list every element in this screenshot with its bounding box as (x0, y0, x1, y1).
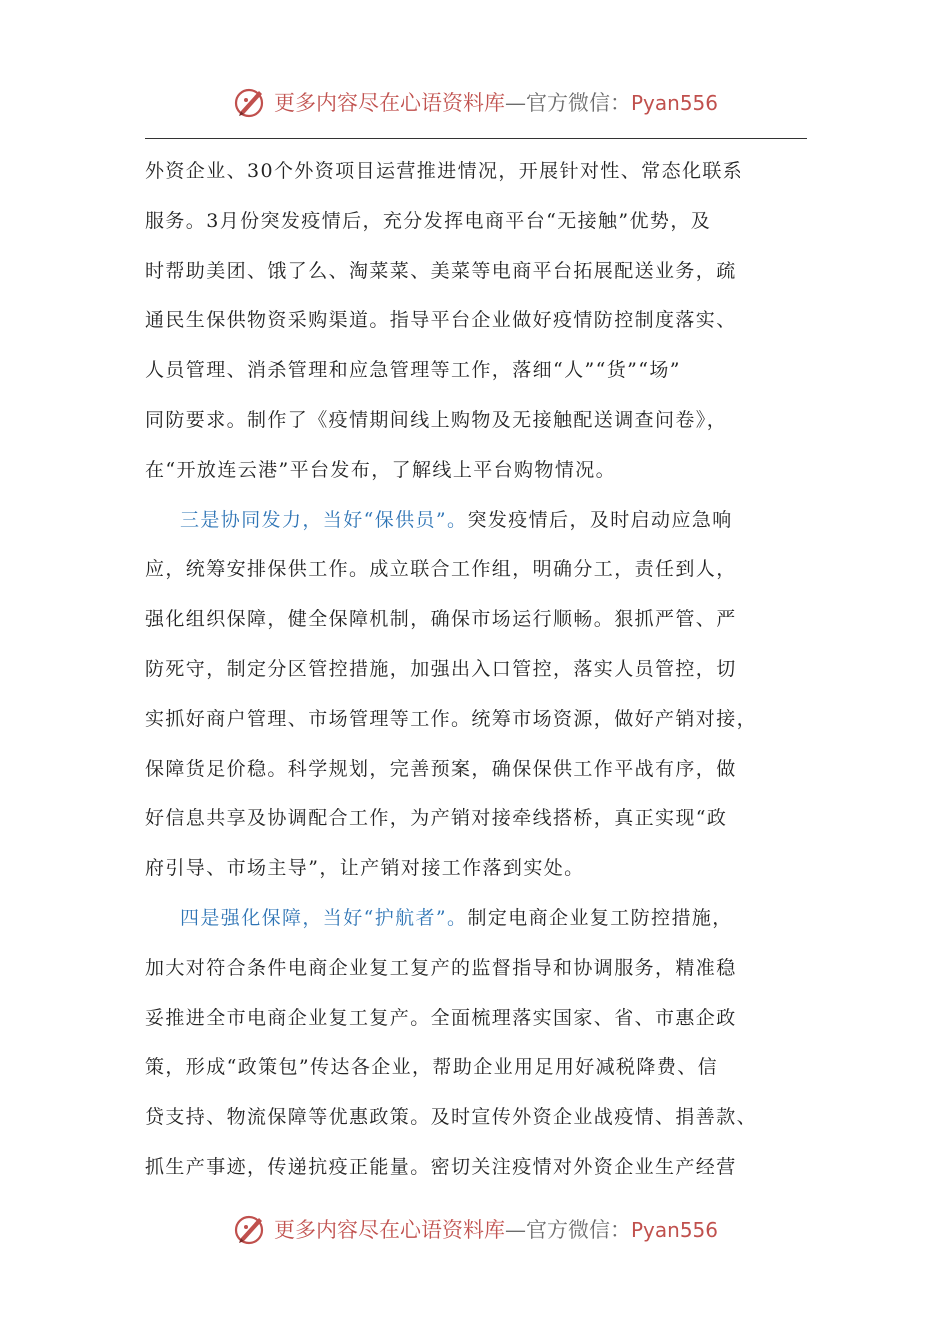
header-divider (145, 138, 807, 139)
text-line: 防死守，制定分区管控措施，加强出入口管控，落实人员管控，切 (145, 657, 737, 680)
header-dash: — (504, 91, 526, 115)
text-line: 实抓好商户管理、市场管理等工作。统筹市场资源，做好产销对接， (145, 707, 758, 730)
header-wechat-label: 官方微信： (525, 91, 631, 115)
section-heading: 三是协同发力，当好“保供员”。 (180, 508, 468, 531)
section-heading: 四是强化保障，当好“护航者”。 (180, 906, 468, 929)
footer-wechat-handle: Pyan556 (630, 1218, 718, 1242)
text-line: 妥推进全市电商企业复工复产。全面梳理落实国家、省、市惠企政 (145, 1006, 737, 1029)
paragraph-first-line (145, 894, 810, 944)
text-line: 外资企业、30个外资项目运营推进情况，开展针对性、常态化联系 (145, 160, 744, 182)
text-line: 在“开放连云港”平台发布，了解线上平台购物情况。 (145, 458, 617, 481)
text-line: 保障货足价稳。科学规划，完善预案，确保保供工作平战有序，做 (145, 757, 737, 780)
header-site-name: 更多内容尽在心语资料库 (273, 91, 505, 115)
text-line: 突发疫情后，及时启动应急响 (467, 508, 733, 531)
text-line: 服务。3月份突发疫情后，充分发挥电商平台“无接触”优势，及 (145, 209, 712, 232)
text-line: 强化组织保障，健全保障机制，确保市场运行顺畅。狠抓严管、严 (145, 608, 737, 631)
paragraph-first-line (145, 496, 810, 546)
text-line: 时帮助美团、饿了么、淘菜菜、美菜等电商平台拓展配送业务，疏 (145, 259, 737, 282)
text-line: 府引导、市场主导”，让产销对接工作落到实处。 (145, 857, 585, 880)
header-wechat-handle: Pyan556 (630, 91, 718, 115)
text-line: 应，统筹安排保供工作。成立联合工作组，明确分工，责任到人， (145, 558, 737, 581)
pen-logo-icon (232, 84, 268, 120)
text-line: 人员管理、消杀管理和应急管理等工作，落细“人”“货”“场” (145, 359, 681, 382)
footer-site-name: 更多内容尽在心语资料库 (273, 1218, 505, 1242)
text-line: 抓生产事迹，传递抗疫正能量。密切关注疫情对外资企业生产经营 (145, 1155, 737, 1178)
text-line: 好信息共享及协调配合工作，为产销对接牵线搭桥，真正实现“政 (145, 807, 728, 830)
footer-banner (0, 1209, 950, 1249)
text-line: 同防要求。制作了《疫情期间线上购物及无接触配送调查问卷》， (145, 408, 728, 431)
text-line: 加大对符合条件电商企业复工复产的监督指导和协调服务，精准稳 (145, 956, 737, 979)
text-line: 制定电商企业复工防控措施， (467, 906, 733, 929)
footer-dash: — (504, 1218, 526, 1242)
header-banner (0, 82, 950, 122)
document-body (145, 147, 810, 1193)
footer-wechat-label: 官方微信： (525, 1218, 631, 1242)
pen-logo-icon (232, 1211, 268, 1247)
text-line: 策，形成“政策包”传达各企业，帮助企业用足用好减税降费、信 (145, 1056, 719, 1079)
text-line: 贷支持、物流保障等优惠政策。及时宣传外资企业战疫情、捐善款、 (145, 1106, 758, 1129)
text-line: 通民生保供物资采购渠道。指导平台企业做好疫情防控制度落实、 (145, 309, 737, 332)
